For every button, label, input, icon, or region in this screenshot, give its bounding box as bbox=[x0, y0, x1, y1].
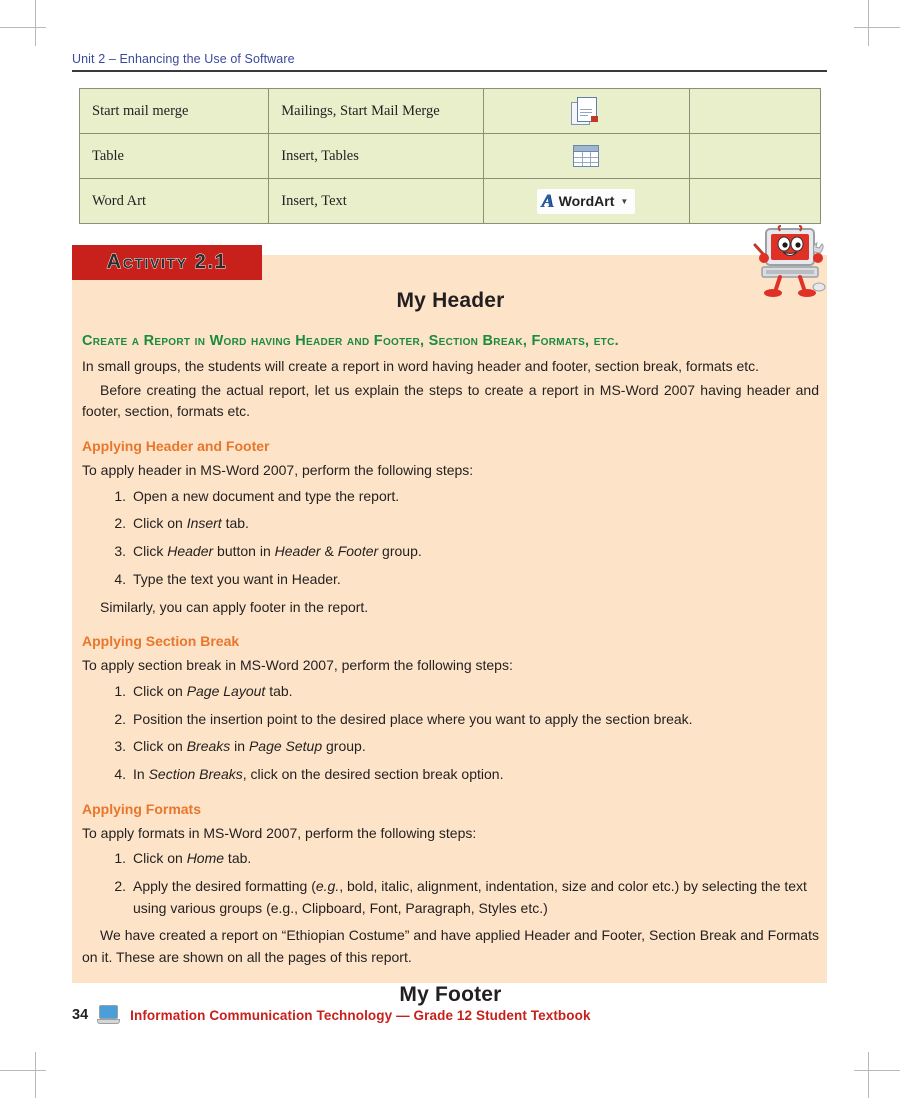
list-item: Apply the desired formatting (e.g., bold, italic, alignment, indentation, size and color etc.) by selecting the text using various groups (e.g., Clipboard, Font, Paragraph, Styles etc.) bbox=[133, 878, 807, 916]
crop-mark-bottom-right-vertical bbox=[868, 1052, 869, 1098]
cell-icon bbox=[483, 179, 689, 224]
before-paragraph: Before creating the actual report, let us explain the steps to create a report in MS-Word 2007 having header and footer, section, formats etc. bbox=[82, 381, 819, 420]
table-grid-icon bbox=[573, 145, 599, 167]
cell-location: Mailings, Start Mail Merge bbox=[269, 89, 483, 134]
activity-objective-heading: Create a Report in Word having Header and Footer, Section Break, Formats, etc. bbox=[82, 333, 619, 349]
chevron-down-icon: ▼ bbox=[620, 196, 629, 206]
cell-feature: Start mail merge bbox=[80, 89, 269, 134]
table-row bbox=[80, 134, 821, 179]
list-item: In Section Breaks, click on the desired section break option. bbox=[133, 765, 504, 782]
cell-location: Insert, Text bbox=[269, 179, 483, 224]
wordart-button-icon bbox=[537, 189, 635, 214]
cell-icon bbox=[483, 134, 689, 179]
list-item: Click on Home tab. bbox=[133, 850, 252, 867]
section-lead-formats: To apply formats in MS-Word 2007, perform the following steps: bbox=[82, 824, 477, 841]
section-closing-header-footer: Similarly, you can apply footer in the report. bbox=[100, 598, 369, 615]
table-row bbox=[80, 89, 821, 134]
unit-title: Unit 2 – Enhancing the Use of Software bbox=[72, 52, 295, 66]
wordart-label: WordArt bbox=[558, 193, 615, 209]
conclusion-paragraph: We have created a report on “Ethiopian Costume” and have applied Header and Footer, Section Break and Formats on it. These are shown on all the pages of this report. bbox=[82, 927, 819, 966]
crop-mark-bottom-left-horizontal bbox=[0, 1070, 46, 1071]
cell-location: Insert, Tables bbox=[269, 134, 483, 179]
crop-mark-bottom-right-horizontal bbox=[854, 1070, 900, 1071]
table-row bbox=[80, 179, 821, 224]
wordart-a-glyph: A bbox=[540, 190, 554, 212]
section-lead-section-break: To apply section break in MS-Word 2007, perform the following steps: bbox=[82, 657, 513, 674]
mail-merge-icon bbox=[571, 97, 601, 125]
list-item: Click Header button in Header & Footer group. bbox=[133, 543, 422, 560]
crop-mark-top-left-horizontal bbox=[0, 27, 46, 28]
list-item: Click on Breaks in Page Setup group. bbox=[133, 738, 366, 755]
document-header-text: My Header bbox=[396, 289, 505, 312]
section-heading-formats: Applying Formats bbox=[82, 800, 202, 817]
steps-list-formats bbox=[82, 848, 819, 919]
header-rule bbox=[72, 70, 827, 72]
running-header bbox=[72, 52, 827, 72]
activity-content bbox=[82, 289, 819, 1007]
section-lead-header-footer: To apply header in MS-Word 2007, perform the following steps: bbox=[82, 462, 474, 479]
list-item: Position the insertion point to the desired place where you want to apply the section break. bbox=[133, 710, 693, 727]
activity-panel bbox=[72, 251, 827, 1006]
list-item: Click on Insert tab. bbox=[133, 515, 249, 532]
crop-mark-bottom-left-vertical bbox=[35, 1052, 36, 1098]
cell-icon bbox=[483, 89, 689, 134]
list-item: Type the text you want in Header. bbox=[133, 570, 341, 587]
cell-feature: Word Art bbox=[80, 179, 269, 224]
crop-mark-top-left-vertical bbox=[35, 0, 36, 46]
activity-banner-label: Activity 2.1 bbox=[106, 251, 228, 273]
crop-mark-top-right-horizontal bbox=[854, 27, 900, 28]
cell-feature: Table bbox=[80, 134, 269, 179]
cell-notes bbox=[689, 89, 820, 134]
section-heading-header-footer: Applying Header and Footer bbox=[82, 438, 270, 455]
activity-banner bbox=[72, 245, 262, 280]
crop-mark-top-right-vertical bbox=[868, 0, 869, 46]
page-number: 34 bbox=[72, 1007, 89, 1023]
steps-list-header-footer bbox=[82, 486, 819, 591]
computer-icon bbox=[97, 1005, 121, 1025]
document-footer-text: My Footer bbox=[399, 982, 502, 1006]
cell-notes bbox=[689, 134, 820, 179]
footer-book-title: Information Communication Technology — Grade 12 Student Textbook bbox=[130, 1007, 591, 1023]
steps-list-section-break bbox=[82, 681, 819, 786]
page-footer bbox=[72, 1005, 827, 1025]
section-heading-section-break: Applying Section Break bbox=[82, 633, 240, 650]
list-item: Open a new document and type the report. bbox=[133, 487, 400, 504]
intro-paragraph: In small groups, the students will create a report in word having header and footer, section break, formats etc. bbox=[82, 358, 760, 374]
list-item: Click on Page Layout tab. bbox=[133, 682, 293, 699]
shortcuts-table bbox=[79, 88, 821, 224]
cell-notes bbox=[689, 179, 820, 224]
